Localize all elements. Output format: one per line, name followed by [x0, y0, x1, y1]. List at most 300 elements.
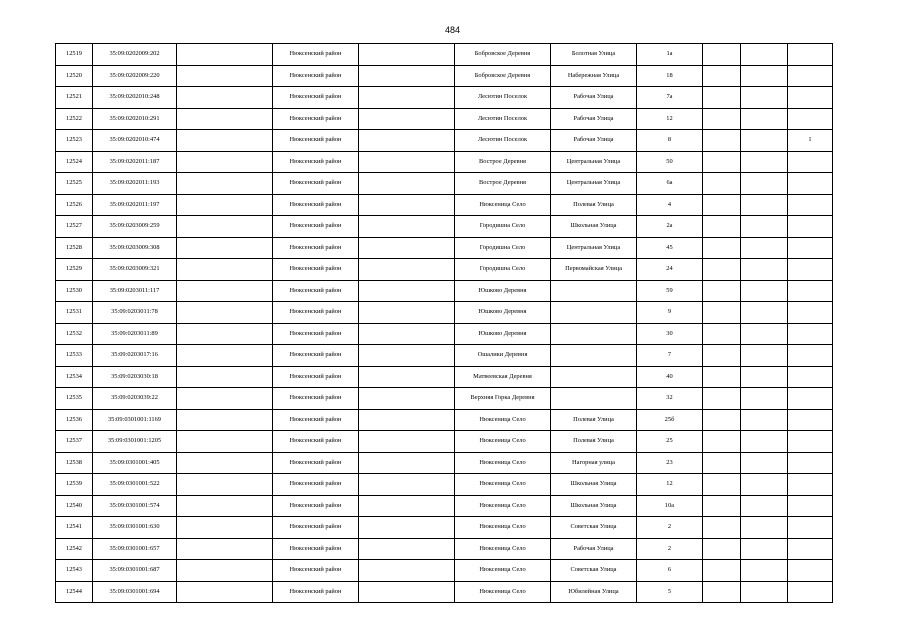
- empty-cell: [359, 538, 455, 560]
- flag-cell: [788, 474, 833, 496]
- district-cell: Нюксенский район: [273, 345, 359, 367]
- row-number-cell: 12535: [56, 388, 93, 410]
- empty-cell: [177, 388, 273, 410]
- locality-cell: Бобровское Деревня: [455, 44, 551, 66]
- district-cell: Нюксенский район: [273, 517, 359, 539]
- row-number-cell: 12544: [56, 581, 93, 603]
- empty-cell: [359, 108, 455, 130]
- street-cell: Рабочая Улица: [551, 108, 637, 130]
- table-row: [56, 452, 833, 474]
- empty-cell: [703, 237, 741, 259]
- empty-cell: [741, 108, 788, 130]
- empty-cell: [177, 280, 273, 302]
- cadastral-number-cell: 35:09:0202010:291: [93, 108, 177, 130]
- row-number-cell: 12543: [56, 560, 93, 582]
- row-number-cell: 12530: [56, 280, 93, 302]
- row-number-cell: 12525: [56, 173, 93, 195]
- table-row: [56, 366, 833, 388]
- street-cell: Советская Улица: [551, 517, 637, 539]
- row-number-cell: 12541: [56, 517, 93, 539]
- locality-cell: Вострое Деревня: [455, 151, 551, 173]
- empty-cell: [177, 581, 273, 603]
- cadastral-number-cell: 35:09:0203039:22: [93, 388, 177, 410]
- empty-cell: [359, 173, 455, 195]
- cadastral-number-cell: 35:09:0301001:630: [93, 517, 177, 539]
- empty-cell: [177, 259, 273, 281]
- flag-cell: [788, 44, 833, 66]
- district-cell: Нюксенский район: [273, 194, 359, 216]
- empty-cell: [741, 173, 788, 195]
- empty-cell: [177, 44, 273, 66]
- empty-cell: [359, 323, 455, 345]
- empty-cell: [359, 560, 455, 582]
- street-cell: Рабочая Улица: [551, 538, 637, 560]
- cadastral-number-cell: 35:09:0301001:1169: [93, 409, 177, 431]
- cadastral-number-cell: 35:09:0203009:259: [93, 216, 177, 238]
- empty-cell: [703, 151, 741, 173]
- flag-cell: [788, 581, 833, 603]
- street-cell: Советская Улица: [551, 560, 637, 582]
- flag-cell: [788, 388, 833, 410]
- row-number-cell: 12537: [56, 431, 93, 453]
- empty-cell: [741, 409, 788, 431]
- empty-cell: [703, 44, 741, 66]
- row-number-cell: 12534: [56, 366, 93, 388]
- district-cell: Нюксенский район: [273, 259, 359, 281]
- house-number-cell: 30: [637, 323, 703, 345]
- flag-cell: [788, 452, 833, 474]
- locality-cell: Нюксеница Село: [455, 538, 551, 560]
- house-number-cell: 45: [637, 237, 703, 259]
- cadastral-number-cell: 35:09:0203017:16: [93, 345, 177, 367]
- house-number-cell: 2а: [637, 216, 703, 238]
- street-cell: [551, 323, 637, 345]
- district-cell: Нюксенский район: [273, 237, 359, 259]
- cadastral-number-cell: 35:09:0203009:308: [93, 237, 177, 259]
- flag-cell: [788, 495, 833, 517]
- row-number-cell: 12532: [56, 323, 93, 345]
- district-cell: Нюксенский район: [273, 173, 359, 195]
- empty-cell: [359, 44, 455, 66]
- locality-cell: Нюксеница Село: [455, 581, 551, 603]
- street-cell: Школьная Улица: [551, 216, 637, 238]
- empty-cell: [359, 581, 455, 603]
- cadastral-number-cell: 35:09:0202009:220: [93, 65, 177, 87]
- empty-cell: [703, 517, 741, 539]
- street-cell: Нагорная улица: [551, 452, 637, 474]
- district-cell: Нюксенский район: [273, 65, 359, 87]
- empty-cell: [741, 280, 788, 302]
- cadastral-number-cell: 35:09:0202010:248: [93, 87, 177, 109]
- table-row: [56, 237, 833, 259]
- empty-cell: [177, 517, 273, 539]
- empty-cell: [177, 151, 273, 173]
- empty-cell: [741, 517, 788, 539]
- table-row: [56, 323, 833, 345]
- empty-cell: [741, 581, 788, 603]
- empty-cell: [359, 216, 455, 238]
- table-row: [56, 173, 833, 195]
- row-number-cell: 12524: [56, 151, 93, 173]
- row-number-cell: 12527: [56, 216, 93, 238]
- house-number-cell: 23: [637, 452, 703, 474]
- empty-cell: [177, 194, 273, 216]
- row-number-cell: 12520: [56, 65, 93, 87]
- house-number-cell: 25: [637, 431, 703, 453]
- table-row: [56, 87, 833, 109]
- empty-cell: [177, 108, 273, 130]
- flag-cell: [788, 108, 833, 130]
- empty-cell: [703, 431, 741, 453]
- district-cell: Нюксенский район: [273, 538, 359, 560]
- district-cell: Нюксенский район: [273, 366, 359, 388]
- table-row: [56, 302, 833, 324]
- row-number-cell: 12538: [56, 452, 93, 474]
- empty-cell: [741, 452, 788, 474]
- street-cell: Школьная Улица: [551, 474, 637, 496]
- row-number-cell: 12531: [56, 302, 93, 324]
- registry-table: [55, 43, 833, 603]
- empty-cell: [741, 216, 788, 238]
- empty-cell: [741, 302, 788, 324]
- flag-cell: [788, 194, 833, 216]
- cadastral-number-cell: 35:09:0202011:197: [93, 194, 177, 216]
- locality-cell: Нюксеница Село: [455, 194, 551, 216]
- district-cell: Нюксенский район: [273, 409, 359, 431]
- empty-cell: [359, 87, 455, 109]
- locality-cell: Бобровское Деревня: [455, 65, 551, 87]
- empty-cell: [177, 302, 273, 324]
- house-number-cell: 5: [637, 581, 703, 603]
- cadastral-number-cell: 35:09:0301001:1205: [93, 431, 177, 453]
- locality-cell: Лесютин Поселок: [455, 130, 551, 152]
- cadastral-number-cell: 35:09:0301001:405: [93, 452, 177, 474]
- empty-cell: [703, 581, 741, 603]
- cadastral-number-cell: 35:09:0203009:321: [93, 259, 177, 281]
- table-row: [56, 345, 833, 367]
- empty-cell: [359, 151, 455, 173]
- flag-cell: [788, 216, 833, 238]
- house-number-cell: 59: [637, 280, 703, 302]
- empty-cell: [359, 302, 455, 324]
- cadastral-number-cell: 35:09:0203011:117: [93, 280, 177, 302]
- cadastral-number-cell: 35:09:0301001:687: [93, 560, 177, 582]
- row-number-cell: 12519: [56, 44, 93, 66]
- row-number-cell: 12529: [56, 259, 93, 281]
- street-cell: Полевая Улица: [551, 409, 637, 431]
- empty-cell: [703, 409, 741, 431]
- table-row: [56, 517, 833, 539]
- locality-cell: Лесютин Поселок: [455, 87, 551, 109]
- flag-cell: [788, 280, 833, 302]
- empty-cell: [177, 538, 273, 560]
- row-number-cell: 12521: [56, 87, 93, 109]
- locality-cell: Нюксеница Село: [455, 517, 551, 539]
- row-number-cell: 12540: [56, 495, 93, 517]
- empty-cell: [703, 302, 741, 324]
- district-cell: Нюксенский район: [273, 151, 359, 173]
- empty-cell: [741, 560, 788, 582]
- street-cell: Центральная Улица: [551, 173, 637, 195]
- flag-cell: [788, 323, 833, 345]
- empty-cell: [177, 237, 273, 259]
- page-number: 484: [444, 25, 461, 35]
- table-row: [56, 581, 833, 603]
- empty-cell: [703, 560, 741, 582]
- table-row: [56, 409, 833, 431]
- street-cell: Центральная Улица: [551, 151, 637, 173]
- empty-cell: [741, 323, 788, 345]
- locality-cell: Нюксеница Село: [455, 474, 551, 496]
- district-cell: Нюксенский район: [273, 560, 359, 582]
- flag-cell: [788, 237, 833, 259]
- empty-cell: [359, 474, 455, 496]
- empty-cell: [703, 108, 741, 130]
- cadastral-number-cell: 35:09:0202011:187: [93, 151, 177, 173]
- empty-cell: [741, 151, 788, 173]
- house-number-cell: 9: [637, 302, 703, 324]
- street-cell: Полевая Улица: [551, 194, 637, 216]
- house-number-cell: 1а: [637, 44, 703, 66]
- district-cell: Нюксенский район: [273, 280, 359, 302]
- flag-cell: 1: [788, 130, 833, 152]
- district-cell: Нюксенский район: [273, 87, 359, 109]
- row-number-cell: 12533: [56, 345, 93, 367]
- empty-cell: [177, 216, 273, 238]
- empty-cell: [741, 259, 788, 281]
- street-cell: Болотная Улица: [551, 44, 637, 66]
- locality-cell: Верхняя Горка Деревня: [455, 388, 551, 410]
- house-number-cell: 12: [637, 108, 703, 130]
- table-row: [56, 108, 833, 130]
- table-row: [56, 65, 833, 87]
- empty-cell: [703, 474, 741, 496]
- table-row: [56, 151, 833, 173]
- empty-cell: [359, 409, 455, 431]
- district-cell: Нюксенский район: [273, 581, 359, 603]
- empty-cell: [741, 495, 788, 517]
- flag-cell: [788, 431, 833, 453]
- district-cell: Нюксенский район: [273, 44, 359, 66]
- table-row: [56, 194, 833, 216]
- house-number-cell: 40: [637, 366, 703, 388]
- empty-cell: [741, 130, 788, 152]
- house-number-cell: 4: [637, 194, 703, 216]
- cadastral-number-cell: 35:09:0301001:522: [93, 474, 177, 496]
- flag-cell: [788, 560, 833, 582]
- table-row: [56, 388, 833, 410]
- locality-cell: Нюксеница Село: [455, 452, 551, 474]
- street-cell: [551, 302, 637, 324]
- empty-cell: [359, 345, 455, 367]
- street-cell: Рабочая Улица: [551, 130, 637, 152]
- empty-cell: [359, 495, 455, 517]
- table-row: [56, 216, 833, 238]
- empty-cell: [703, 538, 741, 560]
- cadastral-number-cell: 35:09:0203011:89: [93, 323, 177, 345]
- empty-cell: [703, 366, 741, 388]
- cadastral-number-cell: 35:09:0203030:18: [93, 366, 177, 388]
- house-number-cell: 18: [637, 65, 703, 87]
- empty-cell: [359, 517, 455, 539]
- empty-cell: [177, 452, 273, 474]
- empty-cell: [703, 87, 741, 109]
- district-cell: Нюксенский район: [273, 495, 359, 517]
- house-number-cell: 2: [637, 517, 703, 539]
- empty-cell: [359, 366, 455, 388]
- empty-cell: [359, 237, 455, 259]
- locality-cell: Ошалики Деревня: [455, 345, 551, 367]
- empty-cell: [703, 345, 741, 367]
- empty-cell: [177, 323, 273, 345]
- locality-cell: Городишна Село: [455, 216, 551, 238]
- cadastral-number-cell: 35:09:0202009:202: [93, 44, 177, 66]
- house-number-cell: 10а: [637, 495, 703, 517]
- table-row: [56, 538, 833, 560]
- table-row: [56, 474, 833, 496]
- district-cell: Нюксенский район: [273, 302, 359, 324]
- district-cell: Нюксенский район: [273, 130, 359, 152]
- locality-cell: Городишна Село: [455, 237, 551, 259]
- empty-cell: [741, 538, 788, 560]
- district-cell: Нюксенский район: [273, 108, 359, 130]
- empty-cell: [359, 388, 455, 410]
- row-number-cell: 12522: [56, 108, 93, 130]
- row-number-cell: 12523: [56, 130, 93, 152]
- locality-cell: Нюксеница Село: [455, 431, 551, 453]
- house-number-cell: 6а: [637, 173, 703, 195]
- row-number-cell: 12528: [56, 237, 93, 259]
- street-cell: Школьная Улица: [551, 495, 637, 517]
- empty-cell: [177, 474, 273, 496]
- empty-cell: [703, 65, 741, 87]
- street-cell: [551, 280, 637, 302]
- empty-cell: [741, 431, 788, 453]
- empty-cell: [741, 388, 788, 410]
- street-cell: Полевая Улица: [551, 431, 637, 453]
- empty-cell: [741, 345, 788, 367]
- table-body: [56, 44, 833, 603]
- street-cell: [551, 345, 637, 367]
- empty-cell: [703, 259, 741, 281]
- flag-cell: [788, 517, 833, 539]
- empty-cell: [703, 323, 741, 345]
- empty-cell: [703, 495, 741, 517]
- house-number-cell: 2: [637, 538, 703, 560]
- cadastral-number-cell: 35:09:0202010:474: [93, 130, 177, 152]
- empty-cell: [359, 130, 455, 152]
- empty-cell: [359, 280, 455, 302]
- empty-cell: [177, 345, 273, 367]
- house-number-cell: 50: [637, 151, 703, 173]
- empty-cell: [703, 194, 741, 216]
- empty-cell: [741, 474, 788, 496]
- flag-cell: [788, 538, 833, 560]
- district-cell: Нюксенский район: [273, 474, 359, 496]
- row-number-cell: 12542: [56, 538, 93, 560]
- cadastral-number-cell: 35:09:0301001:657: [93, 538, 177, 560]
- empty-cell: [741, 237, 788, 259]
- flag-cell: [788, 87, 833, 109]
- empty-cell: [703, 216, 741, 238]
- district-cell: Нюксенский район: [273, 431, 359, 453]
- locality-cell: Нюксеница Село: [455, 409, 551, 431]
- table-row: [56, 431, 833, 453]
- street-cell: Центральная Улица: [551, 237, 637, 259]
- table-row: [56, 280, 833, 302]
- empty-cell: [703, 130, 741, 152]
- flag-cell: [788, 302, 833, 324]
- house-number-cell: 8: [637, 130, 703, 152]
- locality-cell: Нюксеница Село: [455, 560, 551, 582]
- locality-cell: Юшково Деревня: [455, 302, 551, 324]
- table-row: [56, 259, 833, 281]
- cadastral-number-cell: 35:09:0301001:694: [93, 581, 177, 603]
- street-cell: Рабочая Улица: [551, 87, 637, 109]
- locality-cell: Юшково Деревня: [455, 323, 551, 345]
- empty-cell: [177, 409, 273, 431]
- district-cell: Нюксенский район: [273, 452, 359, 474]
- cadastral-number-cell: 35:09:0202011:193: [93, 173, 177, 195]
- district-cell: Нюксенский район: [273, 216, 359, 238]
- empty-cell: [741, 65, 788, 87]
- empty-cell: [177, 495, 273, 517]
- empty-cell: [177, 65, 273, 87]
- empty-cell: [177, 130, 273, 152]
- locality-cell: Нюксеница Село: [455, 495, 551, 517]
- flag-cell: [788, 409, 833, 431]
- flag-cell: [788, 259, 833, 281]
- district-cell: Нюксенский район: [273, 388, 359, 410]
- street-cell: Юбилейная Улица: [551, 581, 637, 603]
- flag-cell: [788, 173, 833, 195]
- empty-cell: [177, 431, 273, 453]
- row-number-cell: 12539: [56, 474, 93, 496]
- locality-cell: Вострое Деревня: [455, 173, 551, 195]
- flag-cell: [788, 366, 833, 388]
- house-number-cell: 24: [637, 259, 703, 281]
- street-cell: [551, 388, 637, 410]
- table-row: [56, 44, 833, 66]
- empty-cell: [359, 65, 455, 87]
- house-number-cell: 7: [637, 345, 703, 367]
- empty-cell: [741, 87, 788, 109]
- empty-cell: [741, 44, 788, 66]
- house-number-cell: 32: [637, 388, 703, 410]
- locality-cell: Лесютин Поселок: [455, 108, 551, 130]
- street-cell: Первомайская Улица: [551, 259, 637, 281]
- empty-cell: [359, 194, 455, 216]
- empty-cell: [359, 452, 455, 474]
- empty-cell: [703, 280, 741, 302]
- street-cell: [551, 366, 637, 388]
- table-row: [56, 560, 833, 582]
- house-number-cell: 6: [637, 560, 703, 582]
- locality-cell: Матвеевская Деревня: [455, 366, 551, 388]
- flag-cell: [788, 345, 833, 367]
- empty-cell: [359, 431, 455, 453]
- row-number-cell: 12536: [56, 409, 93, 431]
- district-cell: Нюксенский район: [273, 323, 359, 345]
- empty-cell: [177, 87, 273, 109]
- street-cell: Набережная Улица: [551, 65, 637, 87]
- empty-cell: [177, 560, 273, 582]
- empty-cell: [703, 388, 741, 410]
- empty-cell: [177, 366, 273, 388]
- cadastral-number-cell: 35:09:0203011:78: [93, 302, 177, 324]
- house-number-cell: 7а: [637, 87, 703, 109]
- locality-cell: Городишна Село: [455, 259, 551, 281]
